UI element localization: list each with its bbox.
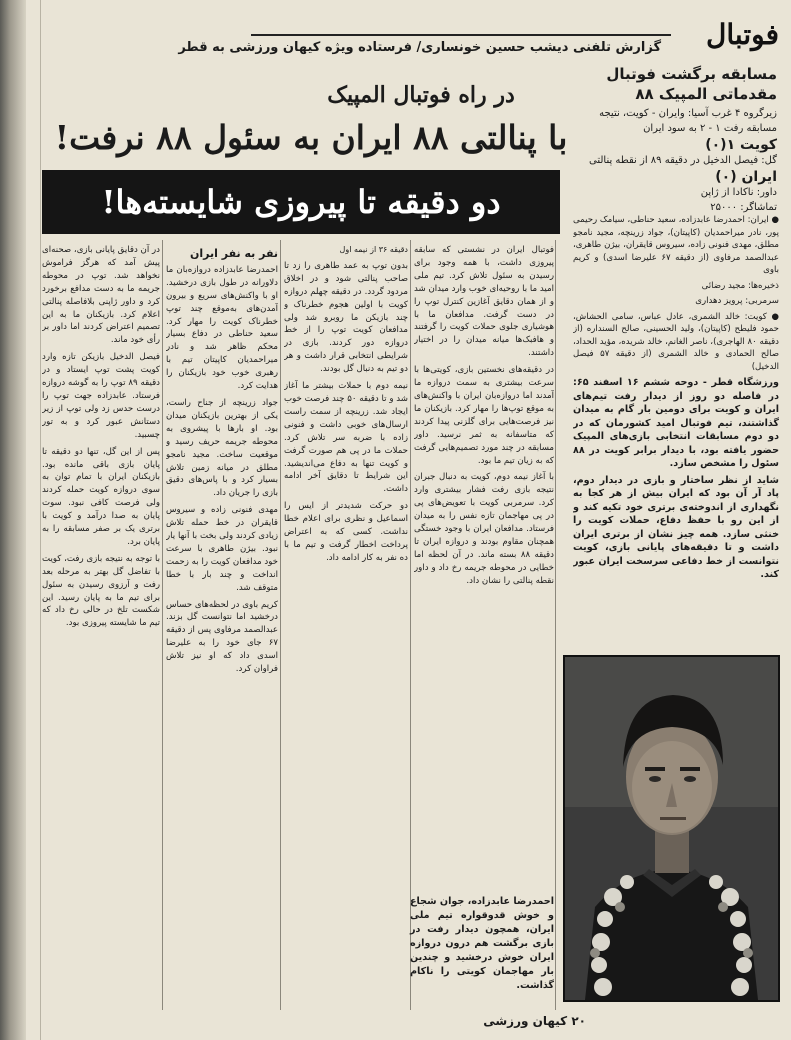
column-divider	[280, 240, 281, 1010]
paragraph: در دقیقه‌های نخستین بازی، کویتی‌ها با سرعت بیشتری به سمت دروازه ما آمدند اما دروازه‌بان ایران با واکنش‌های به موقع توپ‌ها را مهار کرد. بازیکنان ما نیز فرصت‌هایی برای گلزنی پیدا کردند که متاسفانه به ثمر نرسید. داور مسابقه در چند مورد تصمیم‌هایی گرفت که به زیان تیم ما بود.	[414, 365, 554, 466]
article-column-2	[284, 244, 408, 1014]
team-iran-score: ایران (۰)	[715, 169, 777, 185]
article-column-4	[42, 244, 160, 1024]
section-rule	[251, 34, 671, 36]
paragraph: بدون توپ به عمد طاهری را زد تا صاحب پنالتی شود و در اخلاق مردود گردد. در دقیقه چهلم دروازه کویت با اولین هجوم خطرناک و چند بازیکن ما روبرو شد ولی مدافعان کویت توپ را از خط دروازه دور کردند. بازی در شرایطی انتخابی قرار داشت و هر دو تیم به دنبال گل بودند.	[284, 260, 408, 375]
paragraph: در آن دقایق پایانی بازی، صحنه‌ای پیش آمد که هرگز فراموش نخواهد شد. توپ در محوطه جریمه ما به دست مدافع برخورد کرد و داور ژاپنی بلافاصله پنالتی اعلام کرد. بازیکنان ما به این تصمیم اعتراض کردند اما داور بر رأی خود ماند.	[42, 245, 160, 346]
spectators-info: تماشاگر: ۲۵۰۰۰	[710, 202, 777, 213]
team-kuwait-score: کویت ۱(۰)	[705, 137, 777, 153]
goal-info: گل: فیصل الدخیل در دقیقه ۸۹ از نقطه پنالتی	[589, 155, 777, 166]
article-column-3	[166, 244, 278, 1014]
iran-coach: سرمربی: پرویز دهداری	[695, 296, 779, 306]
column-divider	[162, 240, 163, 1010]
page-binding	[0, 0, 26, 1040]
player-photo	[563, 655, 780, 1002]
headline-kicker: در راه فوتبال المپیک	[327, 82, 515, 108]
paragraph: کریم باوی در لحظه‌های حساس درخشید اما نتوانست گل بزند. عبدالصمد مرفاوی پس از دقیقه ۶۷ جای خود را به علیرضا اسدی داد که او نیز تلاش فراوان کرد.	[166, 599, 278, 675]
headline-boxed: دو دقیقه تا پیروزی شایسته‌ها!	[42, 170, 560, 234]
paragraph: پس از این گل، تنها دو دقیقه تا پایان بازی باقی مانده بود. بازیکنان ایران با تمام توان به سوی دروازه کویت حمله کردند ولی فرصت کافی نبود. سوت پایان به صدا درآمد و کویت با برتری یک بر صفر مسابقه را به پایان برد.	[42, 446, 160, 547]
paragraph: نیمه دوم با حملات بیشتر ما آغاز شد و تا دقیقه ۵۰ چند فرصت خوب ایجاد شد. زرینچه از سمت راست ارسال‌های خوبی داشت و فنونی زاده با ضربه سر تلاش کرد. حملات ما در پی هم صورت گرفت و کویت تنها به دفاع می‌اندیشید. این شرایط تا دقایق آخر ادامه داشت.	[284, 381, 408, 495]
article-column-1	[414, 244, 554, 884]
photo-caption: احمدرضا عابدزاده، جوان شجاع و خوش قدوقواره تیم ملی ایران، همچون دیدار رفت در بازی برگشت هم درون دروازه ایران خوش درخشید و چندین بار مهاجمان کویتی را ناکام گذاشت.	[410, 896, 554, 991]
page-footer: ۲۰ کیهان ورزشی	[483, 1014, 586, 1028]
byline: گزارش تلفنی دیشب حسین خونساری/ فرستاده ویژه کیهان ورزشی به قطر	[178, 40, 661, 55]
paragraph: با آغاز نیمه دوم، کویت به دنبال جبران نتیجه بازی رفت فشار بیشتری وارد کرد. سرمربی کویت با تعویض‌های پی در پی مهاجمان تازه نفس را به میدان فرستاد. مدافعان ایران با وجود خستگی همچنان مقاوم بودند و دروازه ایران تا دقیقه ۸۸ بسته ماند. در آن لحظه اما خطایی در محوطه جریمه رخ داد و داور نقطه پنالتی را نشان داد.	[414, 472, 554, 586]
iran-lineup: ● ایران: احمدرضا عابدزاده، سعید حناطی، سیامک رحیمی پور، نادر میراحمدیان (کاپیتان)، جواد زرینچه، مجید نامجو مطلق، مهدی فنونی زاده، سیروس قایقران، بیژن طاهری، عبدالصمد مرفاوی (از دقیقه ۶۷ علیرضا اسدی) و کریم باوی	[573, 215, 779, 275]
goalkeeper-portrait-image	[565, 657, 778, 1000]
paragraph: با توجه به نتیجه بازی رفت، کویت با تفاضل گل بهتر به مرحله بعد رفت و آرزوی رسیدن به سئول برای تیم ما به پایان رسید. این شکست تلخ در حالی رخ داد که تیم ما شایسته پیروزی بود.	[42, 553, 160, 629]
headline-main: با پنالتی ۸۸ ایران به سئول ۸۸ نرفت!	[54, 118, 568, 157]
competition-line-2: مقدماتی المپیک ۸۸	[635, 85, 777, 103]
paragraph: فوتبال ایران در نشستی که سابقه پیروزی داشت، با همه وجود برای رسیدن به سئول تلاش کرد. تیم ملی امید ما با روحیه‌ای خوب وارد میدان شد و از همان دقایق آغازین کنترل توپ را در دست گرفت. مدافعان ما با هوشیاری جلوی حملات کویت را گرفتند و هافبک‌ها میانه میدان را در اختیار داشتند.	[414, 245, 554, 359]
paragraph: احمدرضا عابدزاده دروازه‌بان ما دلاورانه در طول بازی درخشید. او با واکنش‌های سریع و بیرون آمدن‌های به‌موقع چند توپ خطرناک کویت را مهار کرد. سعید حناطی در دفاع بسیار محکم ظاهر شد و نادر میراحمدیان کاپیتان تیم با رهبری خوب خود بازیکنان را هدایت کرد.	[166, 264, 278, 392]
match-report-lead: ورزشگاه قطر - دوحه ششم ۱۶ اسفند ۶۵: در فاصله دو روز از دیدار رفت تیم‌های ایران و کویت برای دومین بار گام به میدان گذاشتند، تیم فوتبال امید کشورمان که در دو دوم مسابقات انتخابی بازی‌های المپیک حضور یافته بود، با دیدار برابر کویت در ۸۸ سئول را مشخص سازد.	[573, 377, 779, 469]
lineup-column	[573, 214, 779, 646]
dateline: دقیقه ۳۶ از نیمه اول	[339, 245, 408, 254]
match-tactics: شاید از نظر ساختار و بازی در دیدار دوم، پاد آر آن بود که ایران بیش از هر کجا به نگهداری از اندوخته‌ی برتری خود تکیه کند و از این رو با حفظ دفاع، حملات کویت را خنثی سازد. همه چیز نشان از برتری ایران داشت و تا دقیقه‌های پایانی بازی، کویت نتوانست از خط دفاعی سرسخت ایران عبور کند.	[573, 474, 779, 580]
paragraph: مهدی فنونی زاده و سیروس قایقران در خط حمله تلاش زیادی کردند ولی بخت با آنها یار نبود. بیژن طاهری با سرعت خود مدافعان کویت را به زحمت انداخت و چند بار با خطا متوقف شد.	[166, 505, 278, 593]
referee-info: داور: ناکادا از ژاپن	[700, 187, 777, 198]
score-line-2: مسابقه رفت ۱ - ۲ به سود ایران	[643, 123, 777, 134]
score-line-1: زیرگروه ۴ غرب آسیا: وایران - کویت، نتیجه	[599, 108, 777, 119]
paragraph: فیصل الدخیل بازیکن تازه وارد کویت پشت توپ ایستاد و در دقیقه ۸۹ توپ را به گوشه دروازه فرستاد. عابدزاده جهت توپ را درست حدس زد ولی توپ از زیر دستانش عبور کرد و به تور چسبید.	[42, 352, 160, 440]
iran-reserves: ذخیره‌ها: مجید رضائی	[701, 280, 779, 291]
kuwait-lineup: ● کویت: خالد الشمری، عادل عباس، سامی الحشاش، حمود فلیطح (کاپیتان)، ولید الحسینی، صالح السنداره (از دقیقه ۸۰ الهاجری)، ناصر الغانم، خالد شریده، مؤید الحداد، صالح الحمادی و خالد الشمری (از دقیقه ۵۷ فیصل الدخیل)	[573, 311, 779, 372]
paragraph: دو حرکت شدیدتر از ایس را اسماعیل و نظری برای اعلام خطا نداشت. کسی که به اعتراض پرداخت اخطار گرفت و تیم ما با ده نفر به کار ادامه داد.	[284, 501, 408, 563]
paragraph: جواد زرینچه از جناح راست، یکی از بهترین بازیکنان میدان بود. او بارها با پیشروی به محوطه جریمه حریف رسید و موقعیت ساخت. مجید نامجو مطلق در میانه زمین تلاش بسیار کرد و با پاس‌های دقیق بازی را جریان داد.	[166, 397, 278, 499]
competition-line-1: مسابقه برگشت فوتبال	[606, 65, 777, 83]
column-divider	[555, 240, 556, 1010]
section-label: فوتبال	[706, 18, 779, 51]
score-box	[571, 106, 777, 215]
subhead-player-ratings: نفر به نفر ایران	[190, 247, 278, 260]
